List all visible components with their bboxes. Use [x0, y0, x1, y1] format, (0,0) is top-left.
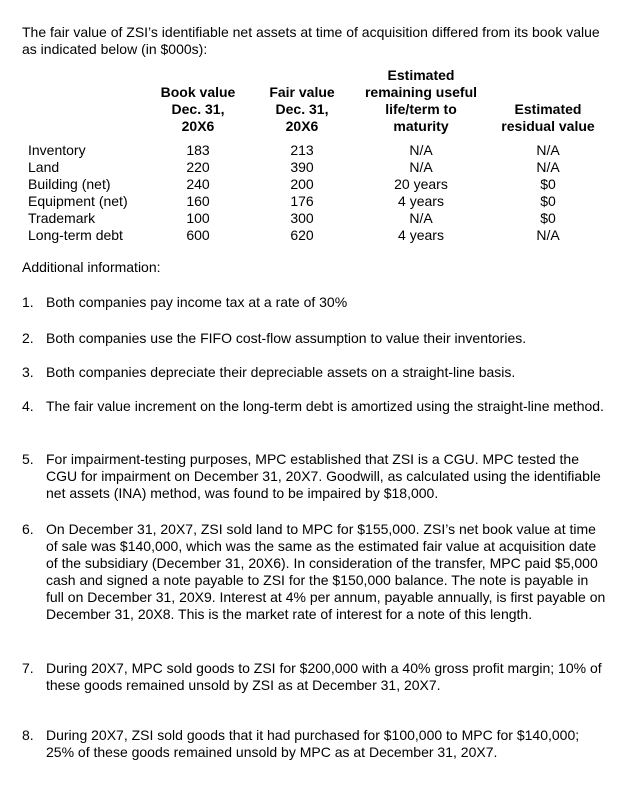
fair-value-cell: 200 — [290, 176, 314, 192]
life-cell: N/A — [409, 142, 433, 158]
row-label: Inventory — [28, 142, 86, 158]
header-book-value: Book value Dec. 31, 20X6 — [160, 84, 236, 134]
row-label: Trademark — [28, 210, 96, 226]
life-cell: N/A — [409, 159, 433, 175]
life-cell: 4 years — [398, 227, 444, 243]
item-text: Both companies pay income tax at a rate of 30% — [46, 294, 348, 310]
fair-value-cell: 390 — [290, 159, 314, 175]
book-value-cell: 220 — [186, 159, 210, 175]
header-remaining-life: Estimated remaining useful life/term to maturity — [364, 67, 478, 134]
residual-cell: $0 — [540, 193, 556, 209]
book-value-cell: 160 — [186, 193, 210, 209]
residual-cell: $0 — [540, 210, 556, 226]
row-label: Land — [28, 159, 60, 175]
row-label: Equipment (net) — [28, 193, 128, 209]
item-text: The fair value increment on the long-term debt is amortized using the straight-line method. — [46, 398, 604, 414]
item-number: 7. — [22, 660, 34, 676]
header-fair-value: Fair value Dec. 31, 20X6 — [269, 84, 335, 134]
item-text: During 20X7, MPC sold goods to ZSI for $200,000 with a 40% gross profit margin; 10% of these goods remained unsold by ZSI as at December 31, 20X7. — [46, 660, 602, 693]
item-number: 4. — [22, 398, 34, 414]
book-value-cell: 240 — [186, 176, 210, 192]
fair-value-cell: 213 — [290, 142, 314, 158]
life-cell: 20 years — [394, 176, 448, 192]
item-text: On December 31, 20X7, ZSI sold land to MPC for $155,000. ZSI’s net book value at time of sale was $140,000, which was the same as the estimated fair value at acquisition date of the subsidiary (December 31, 20X6). In consideration of the transfer, MPC paid $5,000 cash and signed a note payable to ZSI for the $150,000 balance. The note is payable in full on December 31, 20X9. Interest at 4% per annum, payable annually, is first payable on December 31, 20X8. This is the market rate of interest for a note of this length. — [46, 521, 606, 622]
item-text: Both companies depreciate their depreciable assets on a straight-line basis. — [46, 364, 516, 380]
item-text: During 20X7, ZSI sold goods that it had purchased for $100,000 to MPC for $140,000; 25% of these goods remained unsold by MPC as at December 31, 20X7. — [46, 727, 580, 760]
book-value-cell: 183 — [186, 142, 210, 158]
item-number: 3. — [22, 364, 34, 380]
item-number: 8. — [22, 727, 34, 743]
residual-cell: N/A — [536, 227, 560, 243]
intro-paragraph: The fair value of ZSI’s identifiable net assets at time of acquisition differed from its book value as indicated below (in $000s): — [22, 24, 600, 57]
item-number: 1. — [22, 294, 34, 310]
header-residual-value: Estimated residual value — [501, 101, 595, 134]
residual-cell: $0 — [540, 176, 556, 192]
book-value-cell: 600 — [186, 227, 210, 243]
fair-value-cell: 620 — [290, 227, 314, 243]
life-cell: 4 years — [398, 193, 444, 209]
item-number: 2. — [22, 330, 34, 346]
fair-value-cell: 300 — [290, 210, 314, 226]
book-value-cell: 100 — [186, 210, 210, 226]
row-label: Building (net) — [28, 176, 111, 192]
life-cell: N/A — [409, 210, 433, 226]
item-number: 6. — [22, 521, 34, 537]
additional-info-heading: Additional information: — [22, 259, 161, 275]
item-number: 5. — [22, 451, 34, 467]
item-text: For impairment-testing purposes, MPC established that ZSI is a CGU. MPC tested the CGU for impairment on December 31, 20X7. Goodwill, as calculated using the identifiable net assets (INA) method, was found to be impaired by $18,000. — [46, 451, 601, 501]
residual-cell: N/A — [536, 159, 560, 175]
item-text: Both companies use the FIFO cost-flow assumption to value their inventories. — [46, 330, 527, 346]
row-label: Long-term debt — [28, 227, 123, 243]
fair-value-cell: 176 — [290, 193, 314, 209]
residual-cell: N/A — [536, 142, 560, 158]
